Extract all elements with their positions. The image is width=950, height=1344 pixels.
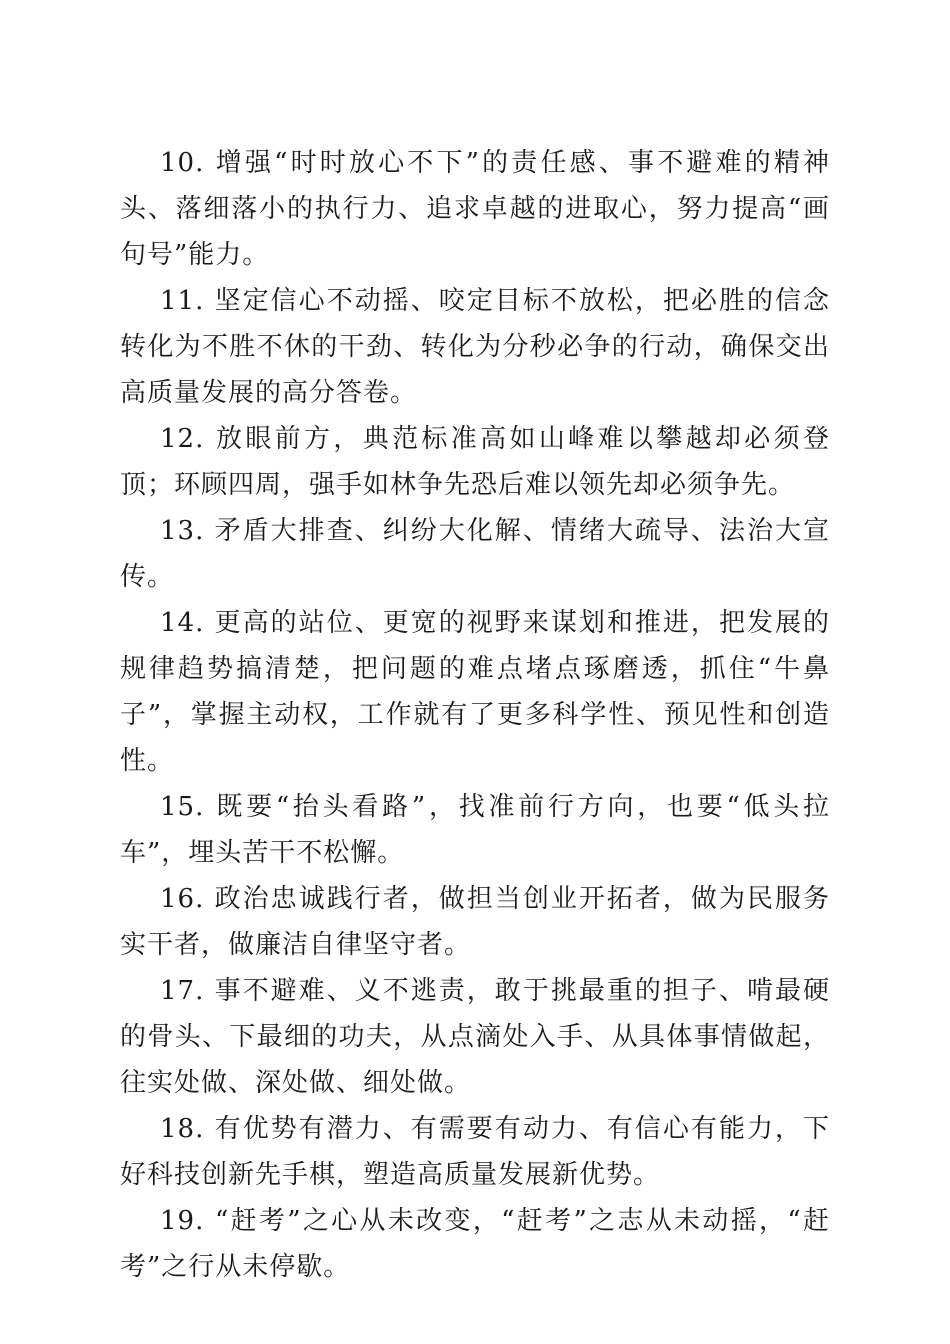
paragraph-13: 13. 矛盾大排查、纠纷大化解、情绪大疏导、法治大宣传。 (120, 516, 830, 592)
paragraph-15: 15. 既要“抬头看路”，找准前行方向，也要“低头拉车”，埋头苦干不松懈。 (120, 792, 830, 868)
paragraph-11: 11. 坚定信心不动摇、咬定目标不放松，把必胜的信念转化为不胜不休的干劲、转化为分秒必争的行动，确保交出高质量发展的高分答卷。 (120, 286, 830, 408)
paragraph-17: 17. 事不避难、义不逃责，敢于挑最重的担子、啃最硬的骨头、下最细的功夫，从点滴处入手、从具体事情做起，往实处做、深处做、细处做。 (120, 976, 830, 1098)
paragraph-19: 19. “赶考”之心从未改变，“赶考”之志从未动摇，“赶考”之行从未停歇。 (120, 1206, 830, 1282)
paragraph-18: 18. 有优势有潜力、有需要有动力、有信心有能力，下好科技创新先手棋，塑造高质量发展新优势。 (120, 1114, 830, 1190)
document-body (120, 140, 830, 1290)
paragraph-14: 14. 更高的站位、更宽的视野来谋划和推进，把发展的规律趋势搞清楚，把问题的难点堵点琢磨透，抓住“牛鼻子”，掌握主动权，工作就有了更多科学性、预见性和创造性。 (120, 608, 830, 776)
paragraph-12: 12. 放眼前方，典范标准高如山峰难以攀越却必须登顶；环顾四周，强手如林争先恐后难以领先却必须争先。 (120, 424, 830, 500)
paragraph-16: 16. 政治忠诚践行者，做担当创业开拓者，做为民服务实干者，做廉洁自律坚守者。 (120, 884, 830, 960)
paragraph-10: 10. 增强“时时放心不下”的责任感、事不避难的精神头、落细落小的执行力、追求卓越的进取心，努力提高“画句号”能力。 (120, 148, 830, 270)
